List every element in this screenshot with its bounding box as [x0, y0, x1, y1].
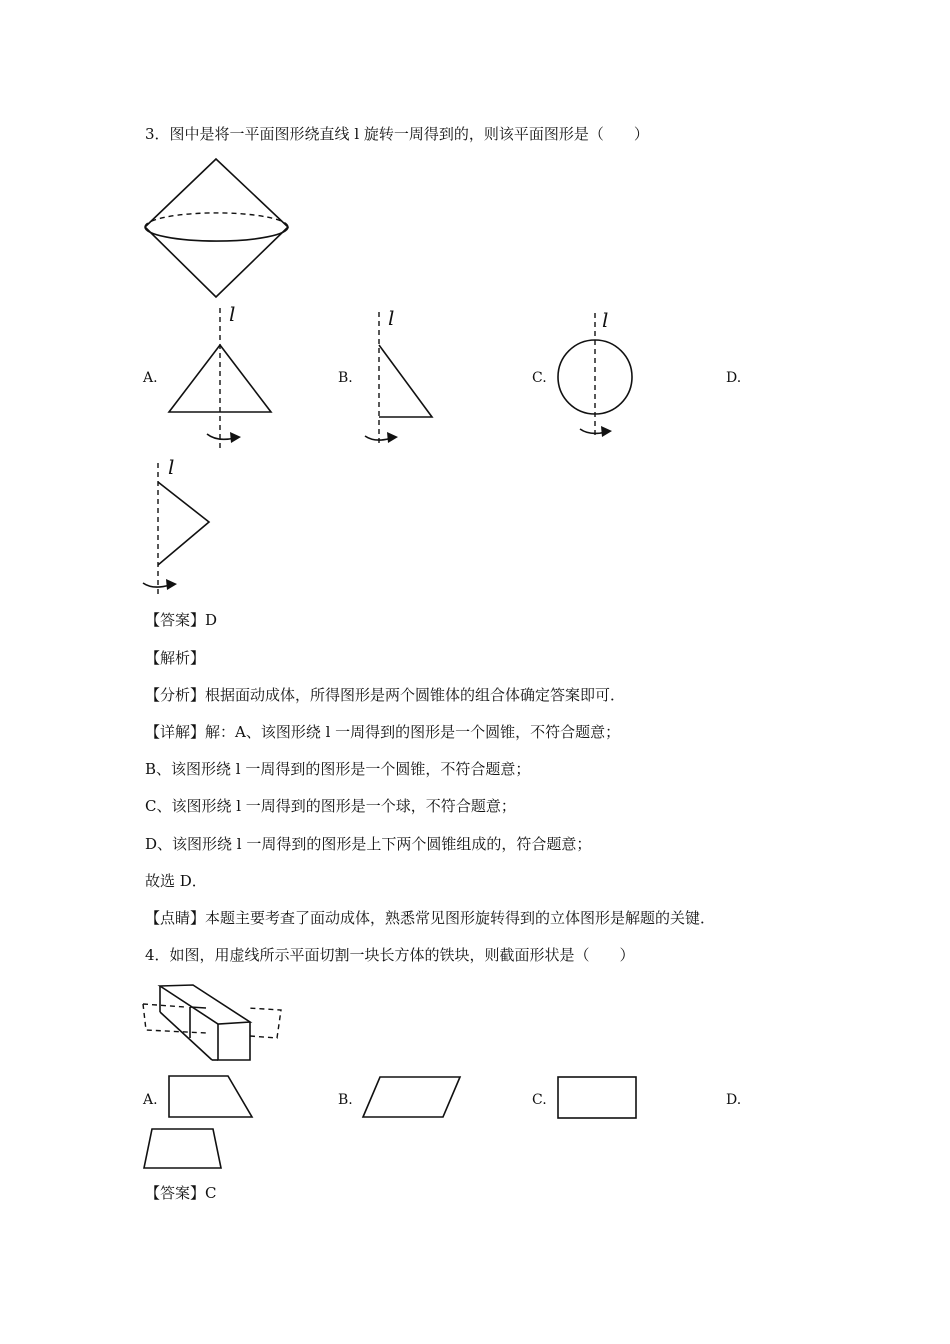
q4-answer: 【答案】C: [145, 1184, 217, 1202]
q3-conclusion: 故选 D．: [145, 872, 207, 890]
q4-option-b-label[interactable]: B.: [338, 1092, 353, 1108]
q4-option-d-label[interactable]: D.: [726, 1092, 742, 1108]
q3-b-axis-label: l: [388, 306, 395, 330]
cuboid-cut-figure: [140, 982, 285, 1067]
q3-option-a-label[interactable]: A.: [143, 370, 158, 386]
q4-option-c-rectangle[interactable]: [555, 1074, 640, 1124]
q3-d-axis-label: l: [168, 455, 175, 479]
q3-analysis-heading: 【解析】: [145, 649, 206, 667]
q3-detail-3: C、该图形绕 l 一周得到的图形是一个球，不符合题意；: [145, 797, 516, 815]
q4-option-c-label[interactable]: C.: [532, 1092, 547, 1108]
q3-option-c-label[interactable]: C.: [532, 370, 547, 386]
q3-detail-4: D、该图形绕 l 一周得到的图形是上下两个圆锥组成的，符合题意；: [145, 835, 592, 853]
q3-option-d-label[interactable]: D.: [726, 370, 742, 386]
q3-c-axis-label: l: [602, 308, 609, 332]
q4-option-a-label[interactable]: A.: [143, 1092, 158, 1108]
q3-option-b-figure[interactable]: [360, 300, 450, 450]
q4-option-a-trapezoid[interactable]: [165, 1073, 260, 1123]
question-3-text: 3．图中是将一平面图形绕直线 l 旋转一周得到的，则该平面图形是（ ）: [145, 125, 649, 143]
q3-detail-2: B、该图形绕 l 一周得到的图形是一个圆锥，不符合题意；: [145, 760, 531, 778]
q4-option-b-parallelogram[interactable]: [360, 1073, 465, 1123]
question-4-text: 4．如图，用虚线所示平面切割一块长方体的铁块，则截面形状是（ ）: [145, 946, 635, 964]
q3-analysis: 【分析】根据面动成体，所得图形是两个圆锥体的组合体确定答案即可．: [145, 686, 626, 704]
q3-comment: 【点睛】本题主要考查了面动成体，熟悉常见图形旋转得到的立体图形是解题的关键．: [145, 909, 716, 927]
q3-answer: 【答案】D: [145, 611, 218, 629]
q4-option-d-trapezoid[interactable]: [140, 1125, 230, 1175]
q3-option-b-label[interactable]: B.: [338, 370, 353, 386]
q3-option-c-figure[interactable]: [550, 305, 650, 445]
q3-detail-1: 【详解】解：A、该图形绕 l 一周得到的图形是一个圆锥，不符合题意；: [145, 723, 621, 741]
q3-option-a-figure[interactable]: [165, 300, 275, 450]
q3-a-axis-label: l: [229, 302, 236, 326]
q3-option-d-figure[interactable]: [140, 455, 230, 600]
double-cone-figure: [140, 157, 300, 302]
